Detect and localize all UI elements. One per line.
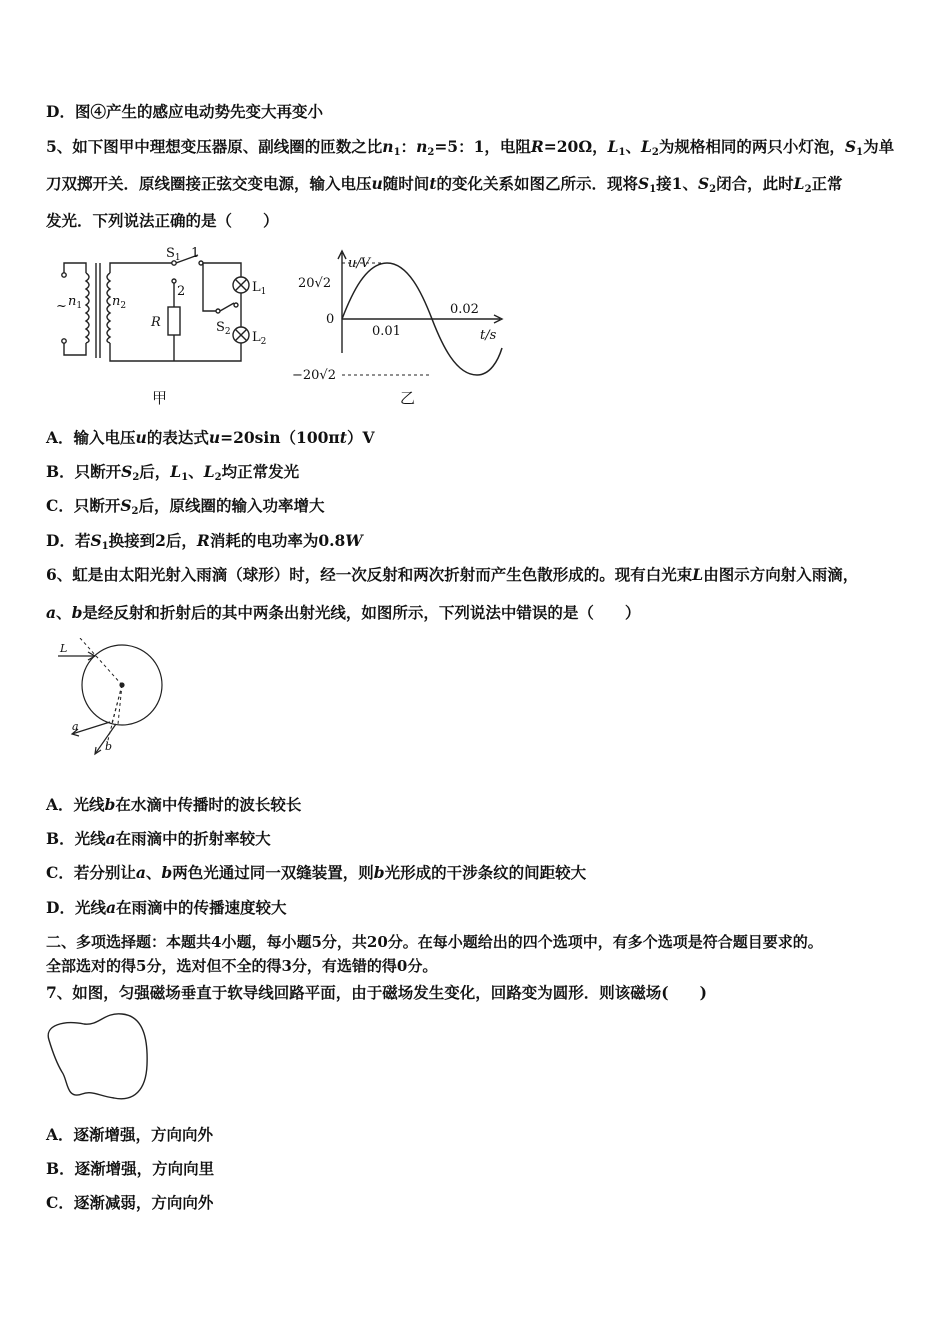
y-max-label: 20√2 (298, 276, 332, 291)
x-axis-label: t/s (480, 328, 497, 343)
transformer-circuit-figure (46, 243, 306, 408)
label-contact-1: 1 (191, 246, 200, 261)
label-n2: $n_2$ (112, 294, 127, 311)
q5-stem-line3: 发光．下列说法正确的是（ ） (46, 211, 279, 230)
voltage-waveform-figure (290, 243, 520, 408)
q7-option-b: B．逐渐增强，方向向里 (46, 1159, 215, 1178)
q6-stem-line1: 6、虹是由太阳光射入雨滴（球形）时，经一次反射和两次折射而产生色散形成的。现有白光束L由图示方向射入雨滴， (46, 565, 859, 584)
q5-stem-line2: 刀双掷开关．原线圈接正弦交变电源，输入电压u随时间t的变化关系如图乙所示．现将$S_1$接1、$S_2$闭合，此时$L_2$正常 (46, 174, 843, 195)
tick-0-01-label: 0.01 (372, 324, 401, 339)
ray-label-l: L (60, 642, 68, 655)
q5-stem-line1: 5、如下图甲中理想变压器原、副线圈的匝数之比$n_1$：$n_2=5$：1，电阻R=20Ω，$L_1$、$L_2$为规格相同的两只小灯泡，$S_1$为单 (46, 137, 895, 158)
ac-source-tilde: ~ (56, 299, 67, 314)
label-l1: $L_1$ (252, 280, 267, 297)
origin-label: 0 (326, 312, 335, 327)
q7-option-a: A．逐渐增强，方向向外 (46, 1125, 214, 1144)
q5-option-d: D．若$S_1$换接到2后，R消耗的电功率为0.8W (46, 531, 363, 552)
label-n1: $n_1$ (68, 294, 83, 311)
label-s2: $S_2$ (216, 320, 231, 337)
label-r: R (151, 315, 161, 330)
figure-caption-jia: 甲 (152, 389, 168, 407)
q5-option-c: C．只断开$S_2$后，原线圈的输入功率增大 (46, 496, 325, 517)
tick-0-02-label: 0.02 (450, 302, 479, 317)
raindrop-figure (50, 638, 180, 763)
q6-option-c: C．若分别让a、b两色光通过同一双缝装置，则b光形成的干涉条纹的间距较大 (46, 863, 587, 882)
figure-caption-yi: 乙 (400, 389, 416, 407)
label-l2: $L_2$ (252, 330, 267, 347)
q6-stem-line2: a、b是经反射和折射后的其中两条出射光线，如图所示，下列说法中错误的是（ ） (46, 603, 641, 622)
q7-option-c: C．逐渐减弱，方向向外 (46, 1193, 214, 1212)
q4-option-d: D．图④产生的感应电动势先变大再变小 (46, 102, 323, 121)
label-contact-2: 2 (177, 284, 186, 299)
ray-label-b: b (105, 740, 113, 753)
q7-stem: 7、如图，匀强磁场垂直于软导线回路平面，由于磁场发生变化，回路变为圆形．则该磁场( ) (46, 983, 707, 1002)
label-s1: $S_1$ (166, 246, 181, 263)
section2-heading-line1: 二、多项选择题：本题共4小题，每小题5分，共20分。在每小题给出的四个选项中，有多个选项是符合题目要求的。 (46, 933, 823, 951)
q6-option-a: A．光线b在水滴中传播时的波长较长 (46, 795, 302, 814)
q5-option-b: B．只断开$S_2$后，$L_1$、$L_2$均正常发光 (46, 462, 300, 483)
ray-label-a: a (72, 720, 79, 733)
wire-loop-figure (44, 1010, 154, 1105)
section2-heading-line2: 全部选对的得5分，选对但不全的得3分，有选错的得0分。 (46, 957, 438, 975)
y-min-label: −20√2 (292, 368, 336, 383)
q5-option-a: A．输入电压u的表达式u=20sin（100πt）V (46, 428, 375, 447)
q6-option-d: D．光线a在雨滴中的传播速度较大 (46, 898, 287, 917)
q6-option-b: B．光线a在雨滴中的折射率较大 (46, 829, 271, 848)
y-axis-label: u/V (348, 256, 371, 271)
